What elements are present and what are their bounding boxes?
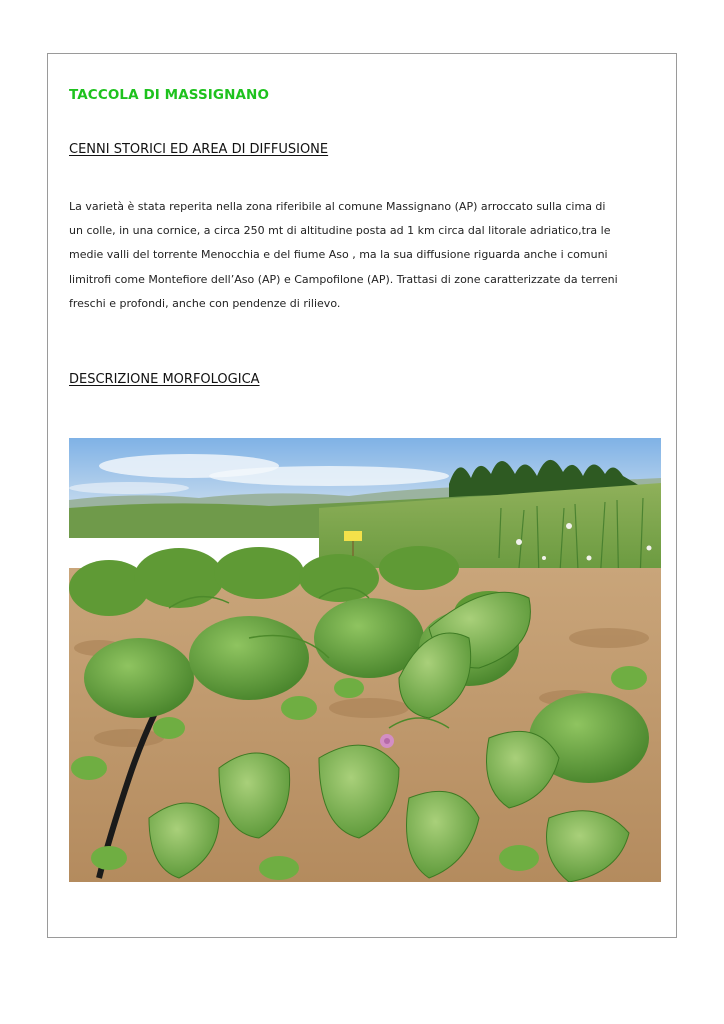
paragraph-line: La varietà è stata reperita nella zona riferibile al comune Massignano (AP) arroccato sulla cima di <box>69 200 606 213</box>
paragraph-line: limitrofi come Montefiore dell’Aso (AP) e Campofilone (AP). Trattasi di zone caratterizzate da terreni <box>69 272 618 286</box>
section-heading-morphology: DESCRIZIONE MORFOLOGICA <box>69 372 260 387</box>
pea-field-photo <box>69 438 661 882</box>
paragraph-line: un colle, in una cornice, a circa 250 mt di altitudine posta ad 1 km circa dal litorale adriatico,tra le <box>69 224 611 238</box>
document-title: TACCOLA DI MASSIGNANO <box>69 87 270 103</box>
section-heading-history: CENNI STORICI ED AREA DI DIFFUSIONE <box>69 142 329 157</box>
paragraph-line: freschi e profondi, anche con pendenze di rilievo. <box>69 296 341 310</box>
paragraph-line: medie valli del torrente Menocchia e del fiume Aso , ma la sua diffusione riguarda anche i comuni <box>69 248 608 262</box>
history-paragraph <box>69 195 654 316</box>
